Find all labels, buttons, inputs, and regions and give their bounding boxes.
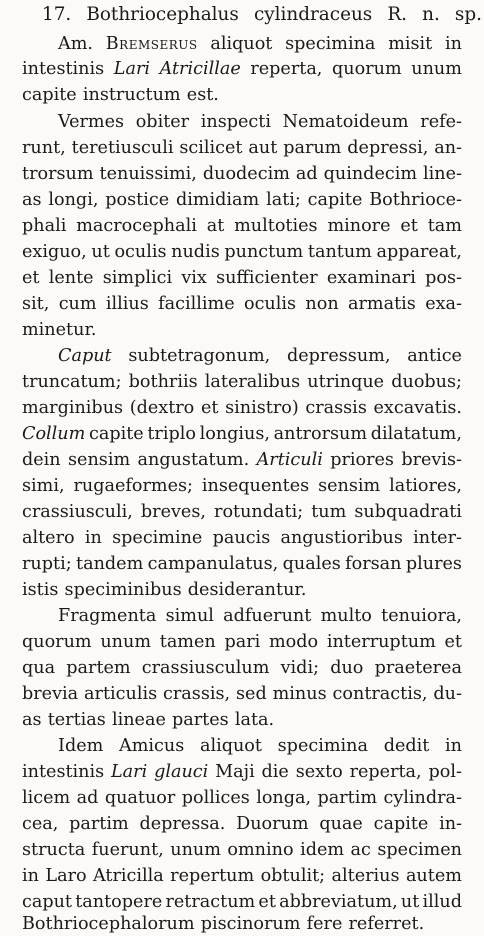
text-line bbox=[22, 630, 462, 654]
word: quorum bbox=[22, 632, 92, 652]
word: Bothrioce- bbox=[369, 190, 462, 210]
word: crassiusculi, bbox=[22, 502, 133, 522]
word: in bbox=[84, 528, 102, 548]
word: oculis bbox=[243, 294, 297, 314]
word: angustatum. bbox=[137, 450, 250, 470]
word: tamen bbox=[159, 632, 216, 652]
text-line bbox=[22, 890, 462, 914]
word: subquadrati bbox=[354, 502, 462, 522]
section-heading bbox=[42, 3, 482, 27]
word: fere bbox=[306, 914, 343, 934]
word: ut bbox=[91, 242, 110, 262]
word: capite bbox=[88, 424, 144, 444]
text-line bbox=[22, 708, 462, 732]
word: armatis bbox=[348, 294, 416, 314]
word: excavatis. bbox=[373, 398, 462, 418]
word: unum bbox=[100, 632, 152, 652]
word: unum bbox=[411, 59, 462, 79]
word: praeterea bbox=[374, 658, 462, 678]
word: repertum bbox=[170, 866, 255, 886]
word: refe- bbox=[420, 112, 462, 132]
word: vix bbox=[181, 268, 207, 288]
word: contractis, bbox=[332, 684, 428, 704]
word: articulis bbox=[84, 684, 158, 704]
word: breves, bbox=[140, 502, 206, 522]
word: sinistro) bbox=[225, 398, 299, 418]
text-line bbox=[22, 812, 462, 836]
word: cylindraceus bbox=[253, 4, 373, 25]
text-line bbox=[22, 318, 462, 342]
word: non bbox=[305, 294, 339, 314]
word: paucis bbox=[212, 528, 271, 548]
word: Fragmenta bbox=[58, 606, 157, 626]
text-line bbox=[22, 162, 462, 186]
word: et bbox=[200, 398, 219, 418]
word: adfuerunt bbox=[223, 606, 312, 626]
word: aliquot bbox=[199, 736, 262, 756]
word: marginibus bbox=[22, 398, 124, 418]
text-line bbox=[22, 396, 462, 420]
word: 17. bbox=[42, 4, 72, 25]
word: bothriis bbox=[128, 372, 198, 392]
text-line bbox=[22, 240, 462, 264]
text-line bbox=[22, 292, 462, 316]
word: specimina bbox=[285, 34, 376, 54]
word: sp. bbox=[454, 4, 482, 25]
word: quatuor bbox=[104, 788, 176, 808]
word: truncatum; bbox=[22, 372, 122, 392]
word: sufficienter bbox=[216, 268, 318, 288]
word: intestinis bbox=[22, 59, 105, 79]
word: simi, bbox=[22, 476, 65, 496]
word: dein bbox=[22, 450, 61, 470]
text-line bbox=[58, 110, 462, 134]
word: Lari bbox=[111, 762, 148, 782]
word: depressi, bbox=[347, 138, 429, 158]
word: postice bbox=[105, 190, 170, 210]
word: cum bbox=[58, 294, 97, 314]
word: minus bbox=[272, 684, 327, 704]
word: partes bbox=[172, 710, 229, 730]
word: n. bbox=[422, 4, 440, 25]
text-line bbox=[22, 422, 462, 446]
word: antice bbox=[407, 346, 462, 366]
word: rupti; bbox=[22, 554, 72, 574]
word: as bbox=[22, 190, 42, 210]
word: tenuiora, bbox=[381, 606, 462, 626]
word: glauci bbox=[154, 762, 209, 782]
word: interruptum bbox=[326, 632, 436, 652]
word: Atricilla bbox=[93, 866, 164, 886]
word: vidi; bbox=[280, 658, 319, 678]
word: longius, bbox=[199, 424, 271, 444]
text-line bbox=[58, 604, 462, 628]
word: Bothriocephalorum bbox=[22, 914, 195, 934]
text-line bbox=[22, 57, 462, 81]
word: duobus; bbox=[391, 372, 462, 392]
word: scilicet bbox=[179, 138, 243, 158]
word: lata. bbox=[234, 710, 275, 730]
word: Caput bbox=[58, 346, 112, 366]
word: partem bbox=[66, 658, 131, 678]
word: obiter bbox=[135, 112, 190, 132]
word: ac bbox=[350, 840, 371, 860]
word: desiderantur. bbox=[187, 580, 307, 600]
word: ad bbox=[295, 164, 318, 184]
word: idem bbox=[300, 840, 345, 860]
text-line bbox=[22, 188, 462, 212]
text-line bbox=[58, 734, 462, 758]
word: Articuli bbox=[256, 450, 323, 470]
word: unum bbox=[170, 840, 221, 860]
word: line- bbox=[423, 164, 462, 184]
word: sensim bbox=[68, 450, 131, 470]
word: capite bbox=[373, 814, 429, 834]
word: Collum bbox=[22, 424, 86, 444]
word: autem bbox=[405, 866, 462, 886]
word: illius bbox=[105, 294, 149, 314]
word: quorum bbox=[332, 59, 402, 79]
word: nudis bbox=[171, 242, 220, 262]
word: parum bbox=[283, 138, 342, 158]
word: latiores, bbox=[389, 476, 462, 496]
text-line bbox=[58, 344, 462, 368]
text-line bbox=[22, 578, 462, 602]
word: die bbox=[261, 762, 289, 782]
word: crassis, bbox=[163, 684, 231, 704]
text-line bbox=[22, 526, 462, 550]
word: intestinis bbox=[22, 762, 105, 782]
word: sensim bbox=[318, 476, 381, 496]
word: simul bbox=[165, 606, 214, 626]
word: insequentes bbox=[201, 476, 310, 496]
word: as bbox=[22, 710, 42, 730]
word: simplici bbox=[102, 268, 173, 288]
word: et bbox=[400, 216, 418, 236]
word: tenuissimi, bbox=[99, 164, 197, 184]
word: quindecim bbox=[323, 164, 418, 184]
word: appareat, bbox=[376, 242, 462, 262]
word: sit, bbox=[22, 294, 50, 314]
word: rotundati; bbox=[214, 502, 304, 522]
word: an- bbox=[434, 138, 462, 158]
word: cea, bbox=[22, 814, 59, 834]
text-line bbox=[22, 500, 462, 524]
text-line bbox=[22, 682, 462, 706]
word: priores bbox=[330, 450, 394, 470]
text-line bbox=[22, 214, 462, 238]
word: in bbox=[445, 736, 462, 756]
text-line bbox=[22, 838, 462, 862]
word: lati; bbox=[266, 190, 301, 210]
word: inspecti bbox=[200, 112, 271, 132]
word: Am. bbox=[58, 34, 93, 54]
word: Lari bbox=[113, 59, 150, 79]
text-line bbox=[22, 136, 462, 160]
word: du- bbox=[433, 684, 462, 704]
word: angustioribus bbox=[280, 528, 403, 548]
word: Vermes bbox=[58, 112, 125, 132]
word: misit bbox=[388, 34, 433, 54]
word: Nematoideum bbox=[282, 112, 409, 132]
word: reperta, bbox=[250, 59, 323, 79]
word: oculis bbox=[114, 242, 167, 262]
word: lente bbox=[48, 268, 94, 288]
word: tandem bbox=[76, 554, 144, 574]
word: Maji bbox=[215, 762, 255, 782]
word: specimen bbox=[377, 840, 462, 860]
word: antrorsum bbox=[273, 424, 368, 444]
word: tantopere bbox=[75, 892, 163, 912]
word: quales bbox=[282, 554, 341, 574]
word: tertias bbox=[47, 710, 106, 730]
word: pos- bbox=[425, 268, 462, 288]
text-line bbox=[58, 32, 462, 56]
word: in bbox=[444, 34, 462, 54]
word: specimine bbox=[112, 528, 203, 548]
word: Idem bbox=[58, 736, 104, 756]
word: et bbox=[444, 632, 462, 652]
word: fuerunt, bbox=[91, 840, 164, 860]
word: phali bbox=[22, 216, 67, 236]
word: partim bbox=[317, 788, 378, 808]
word: tum bbox=[311, 502, 347, 522]
word: licem bbox=[22, 788, 71, 808]
word: instructum bbox=[82, 85, 181, 105]
word: sed bbox=[236, 684, 267, 704]
word: Bremserus bbox=[105, 34, 198, 54]
word: minore bbox=[327, 216, 391, 236]
word: reperta, bbox=[349, 762, 422, 782]
word: rugaeformes; bbox=[73, 476, 193, 496]
word: exa- bbox=[425, 294, 462, 314]
text-line bbox=[22, 448, 462, 472]
word: referret. bbox=[348, 914, 425, 934]
text-line bbox=[22, 266, 462, 290]
word: cylindra- bbox=[383, 788, 462, 808]
word: istis bbox=[22, 580, 59, 600]
word: capite bbox=[22, 85, 77, 105]
word: abbreviatum, bbox=[279, 892, 398, 912]
word: duodecim bbox=[202, 164, 290, 184]
word: caput bbox=[22, 892, 73, 912]
word: exiguo, bbox=[22, 242, 87, 262]
word: in- bbox=[439, 814, 462, 834]
word: Atricillae bbox=[159, 59, 241, 79]
word: aut bbox=[248, 138, 278, 158]
word: altero bbox=[22, 528, 75, 548]
word: brevis- bbox=[401, 450, 462, 470]
word: tam bbox=[427, 216, 462, 236]
word: forsan bbox=[345, 554, 402, 574]
word: partim bbox=[69, 814, 129, 834]
word: minetur. bbox=[22, 320, 97, 340]
word: omnino bbox=[227, 840, 294, 860]
text-line bbox=[22, 552, 462, 576]
word: pol- bbox=[428, 762, 462, 782]
text-line bbox=[22, 912, 462, 936]
word: duo bbox=[330, 658, 364, 678]
word: subtetragonum, bbox=[128, 346, 271, 366]
word: sexto bbox=[295, 762, 343, 782]
word: trorsum bbox=[22, 164, 94, 184]
text-line bbox=[22, 864, 462, 888]
word: Laro bbox=[45, 866, 87, 886]
text-line bbox=[22, 474, 462, 498]
word: aliquot bbox=[210, 34, 273, 54]
text-line bbox=[22, 83, 462, 107]
word: teretiusculi bbox=[71, 138, 174, 158]
word: depressa. bbox=[139, 814, 226, 834]
word: multoties bbox=[234, 216, 318, 236]
word: brevia bbox=[22, 684, 79, 704]
word: runt, bbox=[22, 138, 66, 158]
word: qua bbox=[22, 658, 56, 678]
word: lateralibus bbox=[204, 372, 301, 392]
word: obtulit; bbox=[260, 866, 326, 886]
word: lineae bbox=[111, 710, 166, 730]
word: piscinorum bbox=[200, 914, 301, 934]
word: plures bbox=[405, 554, 462, 574]
word: retractum bbox=[165, 892, 256, 912]
word: speciminibus bbox=[64, 580, 182, 600]
word: utrinque bbox=[307, 372, 385, 392]
word: triplo bbox=[147, 424, 196, 444]
word: longa, bbox=[256, 788, 312, 808]
word: dimidiam bbox=[175, 190, 260, 210]
word: modo bbox=[268, 632, 319, 652]
word: quae bbox=[319, 814, 363, 834]
word: depressum, bbox=[287, 346, 391, 366]
word: crassis bbox=[305, 398, 367, 418]
text-line bbox=[22, 786, 462, 810]
word: in bbox=[22, 866, 39, 886]
word: pollices bbox=[181, 788, 250, 808]
word: et bbox=[258, 892, 276, 912]
word: Duorum bbox=[236, 814, 309, 834]
word: multo bbox=[320, 606, 372, 626]
word: campanulatus, bbox=[147, 554, 279, 574]
word: et bbox=[22, 268, 40, 288]
word: at bbox=[206, 216, 225, 236]
word: dedit bbox=[383, 736, 430, 756]
word: Bothriocephalus bbox=[86, 4, 239, 25]
text-line bbox=[22, 760, 462, 784]
word: macrocephali bbox=[76, 216, 197, 236]
word: R. bbox=[387, 4, 408, 25]
text-line bbox=[22, 370, 462, 394]
word: structa bbox=[22, 840, 86, 860]
word: tantum bbox=[307, 242, 372, 262]
word: illud bbox=[422, 892, 462, 912]
word: inter- bbox=[413, 528, 462, 548]
word: crassiusculum bbox=[141, 658, 270, 678]
text-line bbox=[22, 656, 462, 680]
word: capite bbox=[307, 190, 363, 210]
word: ad bbox=[76, 788, 99, 808]
word: specimina bbox=[277, 736, 368, 756]
word: longi, bbox=[48, 190, 99, 210]
word: ut bbox=[400, 892, 420, 912]
word: pari bbox=[224, 632, 261, 652]
word: examinari bbox=[326, 268, 416, 288]
word: (dextro bbox=[129, 398, 195, 418]
word: alterius bbox=[331, 866, 400, 886]
word: est. bbox=[186, 85, 219, 105]
word: punctum bbox=[224, 242, 304, 262]
word: facillime bbox=[158, 294, 235, 314]
word: Amicus bbox=[119, 736, 185, 756]
word: dilatatum, bbox=[370, 424, 462, 444]
